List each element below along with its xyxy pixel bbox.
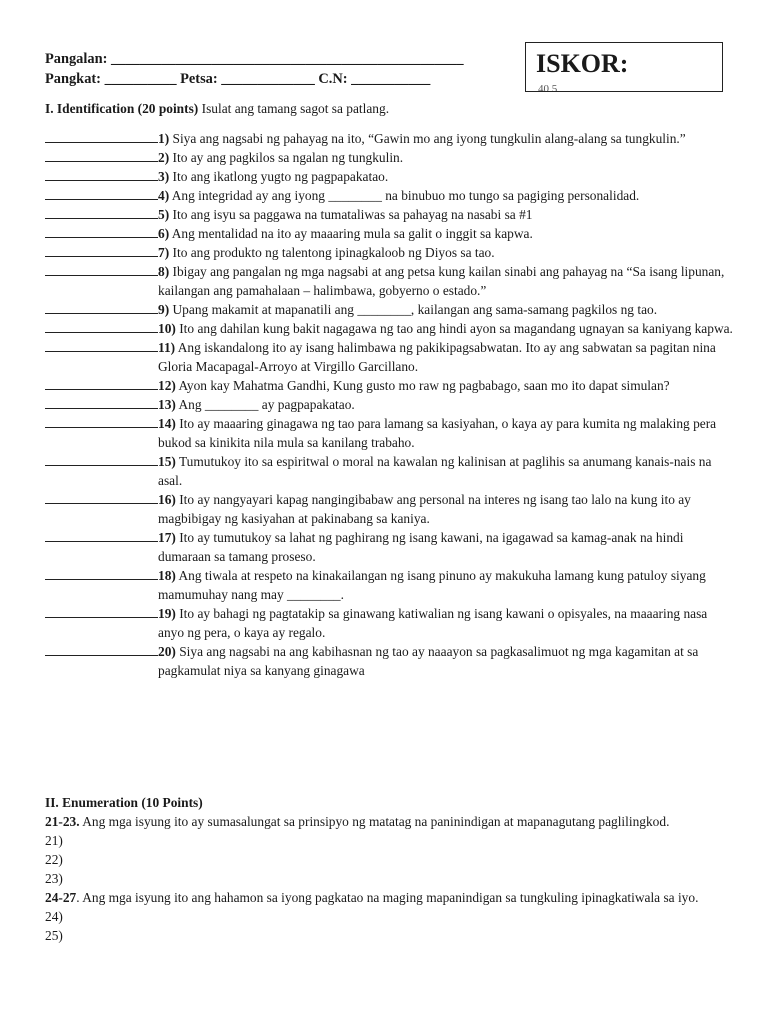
- question-text: [158, 604, 735, 642]
- question-number: 16): [158, 492, 176, 507]
- answer-blank[interactable]: [45, 395, 158, 409]
- enum-answer-line[interactable]: 22): [45, 852, 63, 867]
- section-date-number-fields[interactable]: Pangkat: __________ Petsa: _____________ C.N: ___________: [45, 71, 431, 87]
- answer-blank[interactable]: [45, 490, 158, 504]
- identification-item: [45, 319, 735, 338]
- question-body: Upang makamit at mapanatili ang ________, kailangan ang sama-samang pagkilos ng tao.: [172, 302, 658, 317]
- question-body: Ibigay ang pangalan ng mga nagsabi at ang petsa kung kailan sinabi ang pahayag na “Sa isang lipunan, kailangan ang pamahalaan – halimbawa, gobyerno o estado.”: [158, 264, 725, 298]
- question-body: Ito ang ikatlong yugto ng pagpapakatao.: [172, 169, 389, 184]
- question-text: [158, 414, 735, 452]
- question-body: Ang iskandalong ito ay isang halimbawa ng pakikipagsabwatan. Ito ay ang sabwatan sa pagitan nina Gloria Macapagal-Arroyo at Virgillo Garcillano.: [158, 340, 716, 374]
- answer-blank[interactable]: [45, 262, 158, 276]
- enumeration-section: [45, 793, 735, 945]
- enum-answer-line[interactable]: 24): [45, 909, 63, 924]
- question-number: 15): [158, 454, 176, 469]
- enum-group-1-num: 21-23.: [45, 814, 80, 829]
- answer-blank[interactable]: [45, 186, 158, 200]
- question-number: 6): [158, 226, 170, 241]
- identification-item: [45, 490, 735, 528]
- question-text: [158, 148, 735, 167]
- question-number: 5): [158, 207, 170, 222]
- question-number: 13): [158, 397, 176, 412]
- question-number: 10): [158, 321, 176, 336]
- question-body: Ito ay nangyayari kapag nangingibabaw ang personal na interes ng isang tao lalo na kung ito ay magbibigay ng kasiyahan at pakinabang sa kaniya.: [158, 492, 691, 526]
- enum-group-2-text: . Ang mga isyung ito ang hahamon sa iyong pagkatao na maging mapanindigan sa tungkuling ipinagkatiwala sa iyo.: [76, 890, 699, 905]
- question-number: 14): [158, 416, 176, 431]
- enum-group-1: [45, 812, 735, 831]
- question-body: Siya ang nagsabi ng pahayag na ito, “Gawin mo ang iyong tungkulin alang-alang sa tungkulin.”: [172, 131, 686, 146]
- question-body: Ang integridad ay ang iyong ________ na binubuo mo tungo sa pagiging personalidad.: [171, 188, 640, 203]
- question-text: [158, 243, 735, 262]
- answer-blank[interactable]: [45, 566, 158, 580]
- question-text: [158, 319, 735, 338]
- identification-item: [45, 205, 735, 224]
- enum-answer-line[interactable]: 21): [45, 833, 63, 848]
- identification-item: [45, 452, 735, 490]
- identification-item: [45, 376, 735, 395]
- identification-item: [45, 243, 735, 262]
- question-text: [158, 490, 735, 528]
- enum-group-2-num: 24-27: [45, 890, 77, 905]
- identification-item: [45, 642, 735, 680]
- identification-item: [45, 224, 735, 243]
- section-1-heading: [45, 99, 389, 118]
- answer-blank[interactable]: [45, 604, 158, 618]
- question-body: Tumutukoy ito sa espiritwal o moral na kawalan ng kalinisan at paglihis sa anumang kanais-nais na asal.: [158, 454, 712, 488]
- question-body: Siya ang nagsabi na ang kabihasnan ng tao ay naaayon sa pagkasalimuot ng mga kagamitan at sa pagkamulat niya sa kanyang ginagawa: [158, 644, 699, 678]
- identification-item: [45, 414, 735, 452]
- identification-item: [45, 129, 735, 148]
- answer-blank[interactable]: [45, 300, 158, 314]
- answer-blank[interactable]: [45, 205, 158, 219]
- identification-item: [45, 262, 735, 300]
- question-number: 20): [158, 644, 176, 659]
- question-text: [158, 642, 735, 680]
- question-number: 17): [158, 530, 176, 545]
- question-number: 1): [158, 131, 170, 146]
- question-body: Ito ang dahilan kung bakit nagagawa ng tao ang hindi ayon sa magandang ugnayan sa kaniyang kapwa.: [179, 321, 733, 336]
- question-number: 8): [158, 264, 170, 279]
- answer-blank[interactable]: [45, 319, 158, 333]
- enum-answer-line[interactable]: 25): [45, 928, 63, 943]
- score-label: ISKOR:: [536, 49, 629, 78]
- question-body: Ang ________ ay pagpapakatao.: [178, 397, 355, 412]
- answer-blank[interactable]: [45, 642, 158, 656]
- question-number: 18): [158, 568, 176, 583]
- section-1-instruction: Isulat ang tamang sagot sa patlang.: [201, 101, 390, 116]
- question-body: Ito ay bahagi ng pagtatakip sa ginawang katiwalian ng isang kawani o opisyales, na maaaring nasa anyo ng pera, o kaya ay regalo.: [158, 606, 708, 640]
- question-text: [158, 186, 735, 205]
- question-text: [158, 167, 735, 186]
- question-body: Ito ay tumutukoy sa lahat ng paghirang ng isang kawani, na igagawad sa kamag-anak na hindi dumaraan sa tamang proseso.: [158, 530, 684, 564]
- enum-answer-line[interactable]: 23): [45, 871, 63, 886]
- identification-item: [45, 167, 735, 186]
- answer-blank[interactable]: [45, 148, 158, 162]
- question-text: [158, 452, 735, 490]
- question-body: Ang tiwala at respeto na kinakailangan ng isang pinuno ay makukuha lamang kung patuloy siyang mamumuhay nang may ________.: [158, 568, 706, 602]
- score-value-cut: 40 5: [538, 83, 558, 92]
- identification-list: [45, 129, 735, 680]
- question-body: Ang mentalidad na ito ay maaaring mula sa galit o inggit sa kapwa.: [171, 226, 533, 241]
- question-number: 12): [158, 378, 176, 393]
- answer-blank[interactable]: [45, 224, 158, 238]
- answer-blank[interactable]: [45, 338, 158, 352]
- question-text: [158, 129, 735, 148]
- enum-group-1-text: Ang mga isyung ito ay sumasalungat sa prinsipyo ng matatag na paninindigan at mapanagutang paglilingkod.: [82, 814, 670, 829]
- question-body: Ito ang isyu sa paggawa na tumataliwas sa pahayag na nasabi sa #1: [172, 207, 533, 222]
- enum-group-2: [45, 888, 735, 907]
- question-number: 4): [158, 188, 170, 203]
- section-1-title: I. Identification (20 points): [45, 101, 199, 116]
- question-number: 7): [158, 245, 170, 260]
- question-text: [158, 528, 735, 566]
- identification-item: [45, 528, 735, 566]
- answer-blank[interactable]: [45, 129, 158, 143]
- question-text: [158, 395, 735, 414]
- question-text: [158, 566, 735, 604]
- question-text: [158, 262, 735, 300]
- identification-item: [45, 338, 735, 376]
- identification-item: [45, 300, 735, 319]
- question-number: 19): [158, 606, 176, 621]
- question-body: Ito ay maaaring ginagawa ng tao para lamang sa kasiyahan, o kaya ay para kumita ng malaking pera bukod sa kinikita nila mula sa kanilang trabaho.: [158, 416, 717, 450]
- score-box: [525, 42, 723, 92]
- answer-blank[interactable]: [45, 414, 158, 428]
- question-body: Ito ay ang pagkilos sa ngalan ng tungkulin.: [172, 150, 404, 165]
- question-number: 11): [158, 340, 176, 355]
- question-body: Ito ang produkto ng talentong ipinagkaloob ng Diyos sa tao.: [172, 245, 495, 260]
- question-text: [158, 300, 735, 319]
- identification-item: [45, 186, 735, 205]
- answer-blank[interactable]: [45, 376, 158, 390]
- section-2-title: II. Enumeration (10 Points): [45, 795, 203, 810]
- question-text: [158, 376, 735, 395]
- question-number: 9): [158, 302, 170, 317]
- question-body: Ayon kay Mahatma Gandhi, Kung gusto mo raw ng pagbabago, saan mo ito dapat simulan?: [178, 378, 670, 393]
- question-number: 3): [158, 169, 170, 184]
- answer-blank[interactable]: [45, 167, 158, 181]
- answer-blank[interactable]: [45, 243, 158, 257]
- identification-item: [45, 148, 735, 167]
- name-field[interactable]: Pangalan: _________________________________________________: [45, 51, 464, 67]
- identification-item: [45, 566, 735, 604]
- question-number: 2): [158, 150, 170, 165]
- identification-item: [45, 604, 735, 642]
- answer-blank[interactable]: [45, 452, 158, 466]
- identification-item: [45, 395, 735, 414]
- question-text: [158, 205, 735, 224]
- question-text: [158, 338, 735, 376]
- question-text: [158, 224, 735, 243]
- answer-blank[interactable]: [45, 528, 158, 542]
